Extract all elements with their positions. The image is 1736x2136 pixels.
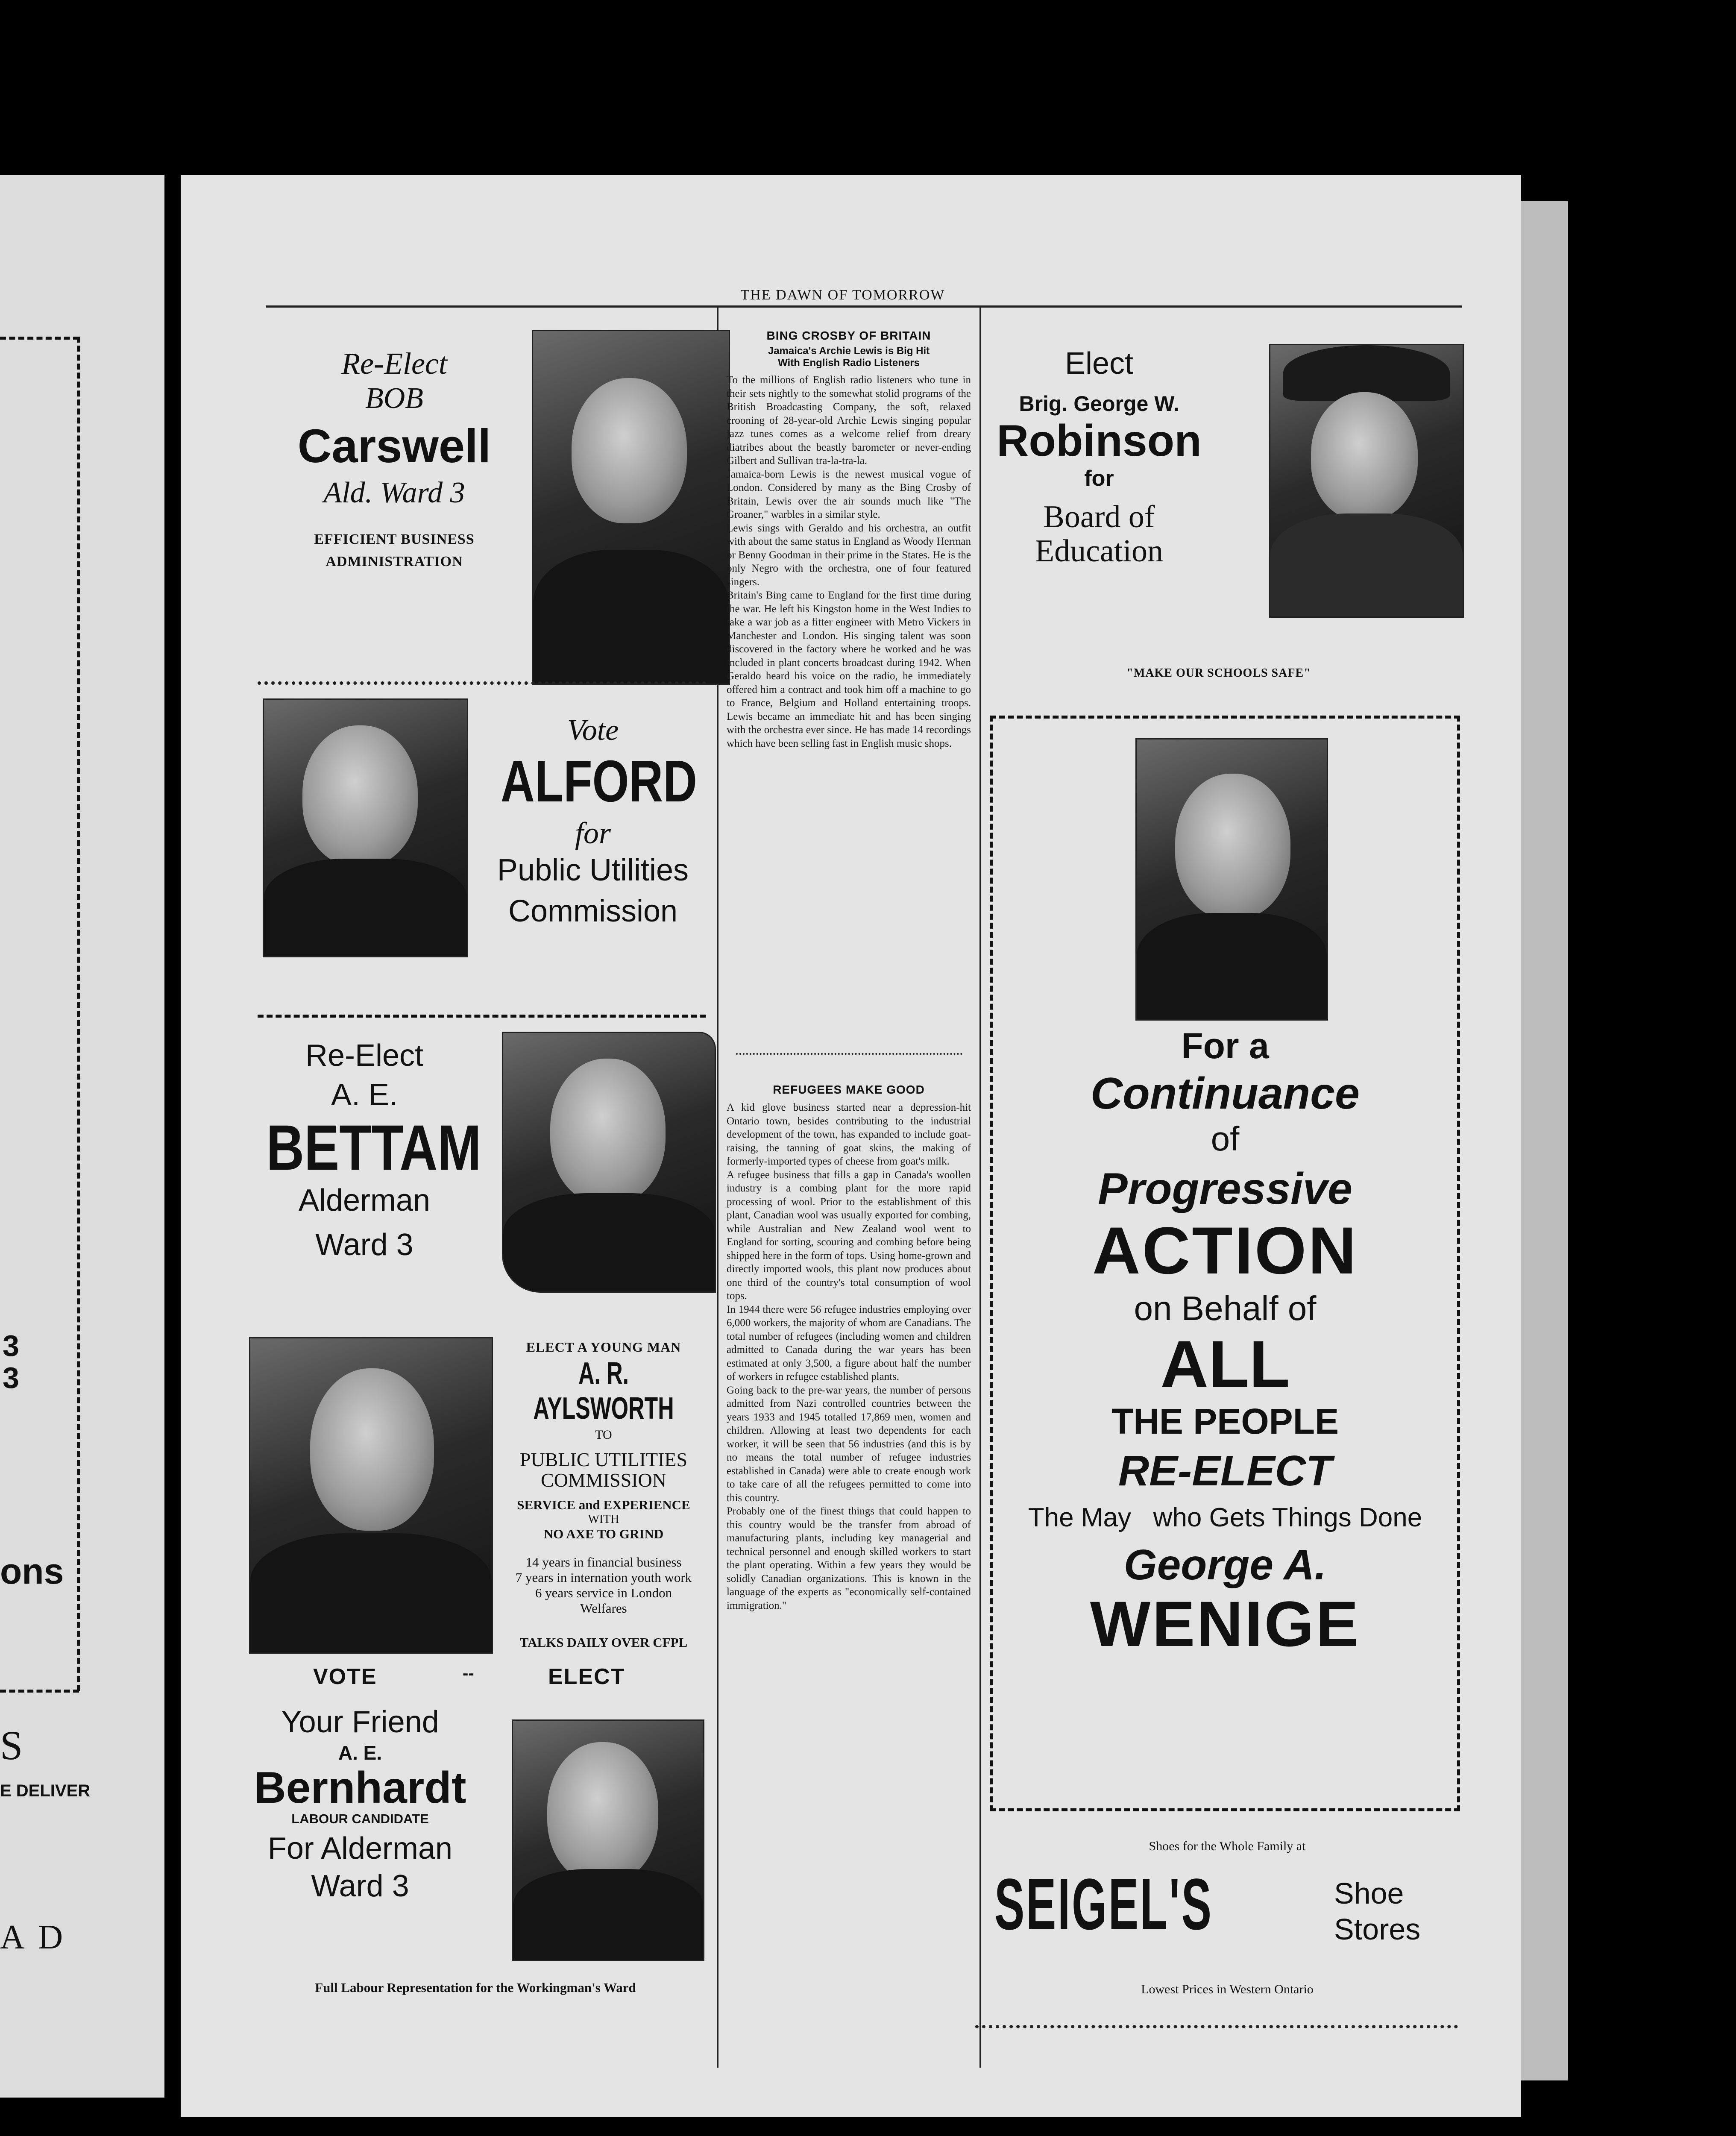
robinson-name: Robinson [997,416,1202,466]
article-refugees [727,1083,971,2011]
robinson-line1: Elect [1064,346,1134,381]
carswell-line2: BOB [365,382,424,415]
header-rule [266,305,1462,308]
left-page-border [77,337,80,1691]
newspaper-page [181,175,1521,2117]
carswell-line1: Re-Elect [341,346,447,381]
left-fragment: ons [0,1551,64,1591]
aylsworth-line5: NO AXE TO GRIND [543,1526,664,1541]
wenige-l10b: who Gets Things Done [1153,1503,1422,1532]
aylsworth-exp: 14 years in financial business [525,1555,682,1570]
article-body: To the millions of English radio listeners who tune in their sets nightly to the somewhat stolid programs of the British Broadcasting Company, the soft, relaxed crooning of 28-year-old Archie Lewis singing popular jazz tunes comes as a welcome relief from dreary diatribes about the beastly barometer or never-ending Gilbert and Sullivan tra-la-tra-la. Jamaica-born Lewis is the newest musical vogue of London. Considered by many as the Bing Crosby of Britain, Lewis over the air sounds much like "The Groaner," warbles in a similar style. Lewis sings with Geraldo and his orchestra, an outfit with about the same status in England as Woody Herman or Benny Goodman in their prime in the States. He is the only Negro with the orchestra, one of four featured singers. Britain's Bing came to England for the first time during the war. He left his Kingston home in the West Indies to take a war job as a fitter engineer with Metro Vickers in Manchester and London. His singing talent was soon discovered in the factory where he worked and he was included in plant concerts broadcast during 1942. When Geraldo heard his voice on the radio, he immediately offered him a contract and took him off a machine to go to France, Belgium and Holland entertaining troops. Lewis became an immediate hit and has been singing with the orchestra ever since. He has made 14 recordings which have been selling fast in English music shops. [727,374,971,749]
article-subhead: With English Radio Listeners [778,357,920,369]
alford-line1: Vote [567,714,619,747]
article-headline: REFUGEES MAKE GOOD [773,1083,925,1096]
wenige-l7: ALL [1160,1327,1290,1402]
robinson-rank: Brig. George W. [1019,392,1179,416]
seigels-top: Shoes for the Whole Family at [1149,1839,1306,1853]
aylsworth-exp: Welfares [580,1601,627,1616]
ad-separator [258,681,706,685]
bettam-office: Alderman [298,1183,431,1218]
bernhardt-ad [245,1705,475,1904]
ad-separator [258,1015,706,1018]
aylsworth-name: A. R. AYLSWORTH [533,1356,674,1426]
aylsworth-exp: 6 years service in London [535,1585,672,1600]
bettam-portrait [502,1032,716,1293]
wenige-l10a: The May [1028,1503,1131,1532]
robinson-line2: for [1084,466,1114,491]
seigels-separator [975,2025,1458,2028]
article-headline: BING CROSBY OF BRITAIN [766,329,931,342]
alford-line2: for [575,816,611,850]
wenige-l9: RE-ELECT [1118,1447,1332,1495]
aylsworth-office: COMMISSION [541,1469,666,1491]
left-fragment: E DELIVER [0,1781,91,1800]
adjacent-right-edge [1521,201,1568,2080]
seigels-side: Stores [1334,1913,1421,1946]
wenige-l12: WENIGE [1090,1588,1361,1660]
robinson-office: Board of [1043,499,1155,534]
aylsworth-line1: ELECT A YOUNG MAN [526,1339,681,1355]
bernhardt-portrait [512,1719,704,1961]
bernhardt-office: Ward 3 [311,1869,409,1903]
bernhardt-line1: Your Friend [281,1705,439,1739]
alford-portrait [263,698,468,957]
wenige-portrait [1135,738,1328,1021]
wenige-l6: on Behalf of [1134,1289,1317,1327]
bettam-line1: Re-Elect [305,1039,424,1073]
left-page-border-top [0,337,79,340]
robinson-office: Education [1035,534,1163,569]
aylsworth-ad [493,1339,715,1650]
bettam-office: Ward 3 [315,1228,413,1262]
carswell-ad [279,346,510,570]
aylsworth-talks: TALKS DAILY OVER CFPL [519,1635,688,1650]
carswell-office: Ald. Ward 3 [323,476,465,509]
left-fragment: 3 [3,1329,19,1362]
wenige-l5: ACTION [1092,1214,1358,1288]
wenige-l11: George A. [1123,1541,1327,1589]
bettam-initials: A. E. [331,1078,398,1112]
bernhardt-initials: A. E. [338,1742,382,1764]
wenige-ad [994,1025,1456,1658]
bettam-name: BETTAM [266,1112,481,1183]
aylsworth-exp: 7 years in internation youth work [515,1570,692,1585]
wenige-l1: For a [1181,1026,1269,1066]
seigels-side: Shoe [1334,1877,1404,1910]
carswell-name: Carswell [297,420,491,472]
article-separator [736,1053,962,1055]
wenige-l4: Progressive [1098,1164,1352,1214]
wenige-l10 [994,1502,1456,1533]
bernhardt-vote: VOTE [313,1664,377,1689]
wenige-l3: of [1211,1120,1240,1158]
bernhardt-footer: Full Labour Representation for the Workingman's Ward [315,1980,636,1995]
aylsworth-line4: WITH [588,1513,619,1526]
aylsworth-to: TO [595,1428,612,1442]
alford-name: ALFORD [501,748,697,814]
alford-ad [478,713,708,929]
adjacent-left-page [0,175,164,2098]
bernhardt-elect: ELECT [548,1664,625,1689]
column-rule [979,308,981,2068]
left-fragment: A D [0,1919,67,1956]
left-fragment: 3 [3,1361,19,1394]
alford-office: Commission [508,894,678,928]
carswell-tagline: EFFICIENT BUSINESS [314,531,475,547]
seigels-name: SEIGEL'S [994,1864,1213,1945]
robinson-portrait [1269,344,1464,618]
aylsworth-line3: SERVICE and EXPERIENCE [517,1497,690,1512]
bernhardt-party: LABOUR CANDIDATE [291,1811,429,1826]
bernhardt-dash: -- [463,1664,474,1683]
bernhardt-office: For Alderman [267,1831,453,1866]
alford-office: Public Utilities [497,853,689,887]
bettam-ad [245,1038,484,1262]
article-bing-crosby [727,329,971,1040]
carswell-portrait [532,330,730,685]
carswell-tagline: ADMINISTRATION [326,554,463,569]
aylsworth-portrait [249,1337,493,1654]
article-body: A kid glove business started near a depression-hit Ontario town, besides contributing to the industrial development of the town, has expanded to include goat-raising, the tanning of goat skins, the making of formerly-imported types of cheese from goat's milk. A refugee business that fills a gap in Canada's woollen industry is a combing plant for the more rapid processing of wool. Prior to the establishment of this plant, Canadian wool was usually exported for combing, while Australian and New Zealand wool went to England for sorting, scouring and combing before being shipped here in the form of tops. Using home-grown and directly imported wools, this plant now produces about one third of the country's total consumption of wool tops. In 1944 there were 56 refugee industries employing over 6,000 workers, the majority of whom are Canadians. The total number of refugees (including women and children admitted to Canada during the war years has been estimated at only 3,500, a figure about half the number of workers in refugee established plants. Going back to the pre-war years, the number of persons admitted from Nazi controlled countries between the years 1933 and 1945 totalled 17,869 men, women and children. Allowing at least two dependents for each worker, it will be seen that 56 industries (and this is by no means the total number of refugee industries established in Canada) were able to create enough work to take care of all the refugees permitted to come into this country. Probably one of the finest things that could happen to this country would be the transfer from abroad of manufacturing plants, including key managerial and technical personnel and enough skilled workers to start the plant operating. Within a few years they would be solidly Canadian organizations. This is known in the language of the experts as "economically self-contained immigration." [727,1102,971,1611]
page-header: THE DAWN OF TOMORROW [740,287,945,303]
robinson-ad [984,346,1214,568]
article-subhead: Jamaica's Archie Lewis is Big Hit [768,345,930,357]
bernhardt-name: Bernhardt [254,1763,466,1813]
wenige-l2: Continuance [1091,1069,1360,1118]
left-fragment: S [0,1722,23,1768]
left-page-border-bottom [0,1690,79,1693]
robinson-slogan: "MAKE OUR SCHOOLS SAFE" [1126,666,1311,680]
seigels-bottom: Lowest Prices in Western Ontario [1141,1982,1314,1996]
aylsworth-office: PUBLIC UTILITIES [519,1449,688,1470]
wenige-l8: THE PEOPLE [1111,1401,1339,1441]
